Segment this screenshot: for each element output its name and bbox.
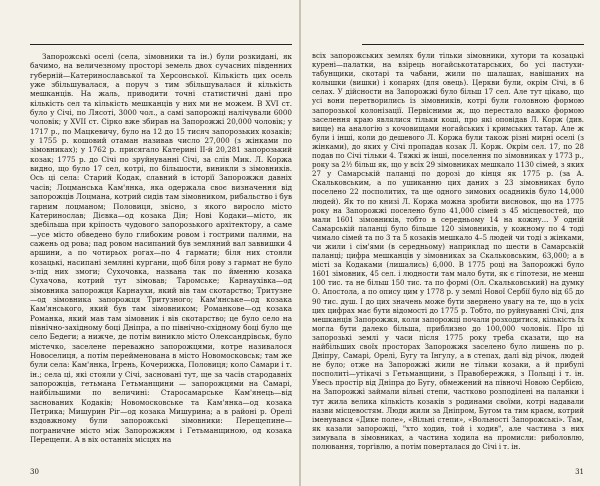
left-page-body: Запорожські оселі (села, зімовники та ін.) були розкидані, як бачимо, на величезному просторі земель двох сучасних південних губерній—Катеринославської та Херсонської. Кількість цих осель уже збільшувалася, а поруч з тим збільшувалася й кількість мешканців. На жаль, приводити точні статистичні дані про кількість сел та кількість мешканців у них ми не можем. В XVI ст. було у Січі, по Лясоті, 3000 чол., а самі запорожці налічували 6000 чоловік; у XVII ст. Сірко вже збирав на Запорожжі 20,000 чоловік; у 1717 р., по Мацкевичу, було на 12 до 15 тисяч запорозьких козаків; у 1755 р. кошовий отаман називав число 27,000 (з жінками по зімовниках); у 1762 р. присягало Катерині II-й 20,281 запорозький козак; 1775 р. до Січі по зруйнуванні Січі, за слів Мик. Л. Коржа видно, що було 17 сел, котрі, по більшости, виникли з зімовників. Ось ці села: Старий Кодак, славний в історії Запорожжя давніх часів; Лоцманська Кам'янка, яка одержала своє визначення від запорожців Лоцмана, котрий сидів там зімовником, рибальство і був гарним лоцманом; Половиця, звісно, з якого виросло місто Катеринослав; Дієвка—од козака Дія; Нові Кодаки—місто, як здебільша при кріпость чудового запорозького архітектору, а саме—усе місто обведено було глибоким ровом і гострими палями, на сажень од рова; пад ровом насипаний був земляний вал заввишки 4 аршини, а по чотирьох рогах—по 4 гармати; біля них стояли козацькі, насипані земляні кургани, щоб біля рову з гармат не було з-під них змоги; Сухочовка, названа так по йменню козака Сухачова, котрий тут зімовав; Таромське; Карнаухівка—од зімовника запорожця Карнаухи, який вів там скотарство; Тритузне—од зімовника запорожця Тритузного; Кам'янське—од козака Кам'янського, який був там зімовником; Романкове—од козака Романка, який мав там зімовник і вів скотарство; це було село на північно-західному боці Дніпра, а по північно-східному боці було ще село Бедеги; а нижче, де потім виникло місто Олександрівськ, було містечко, заселене переважно запорожцями, котре називалося Новоселиця, а потім перейменована в місто Новомосковськ; там же були села: Кам'янка, Ігрень, Кочерижка, Половиця; коло Самари і т. ін.; села ці, які стояли у Січі, засновані тут, ще за часів стародавніх запорожців, гетьмана Гетьманщини — запорожцями на Самарі, найбільшими по величині: Старосамарське Кам'янець—від заснованих Кодаків; Новомосковське та Кам'янка—од козака Петрика; Мишурин Ріг—од козака Мишурина; а в районі р. Орелі вздовжному були запорожські зімовники: Перещепине—пограничне місто між Запорожжям і Гетьманщиною, од козака Перещепи. А в віх останніх місцях на	[30, 52, 292, 445]
right-page	[300, 0, 600, 486]
header-rule	[362, 44, 584, 45]
page-number-right: 31	[575, 468, 584, 476]
header-rule	[30, 44, 292, 45]
page-number-left: 30	[30, 468, 39, 476]
right-page-body: всіх запорожських землях були тільки зімовники, хутори та козацькі курені—палатки, на взірець ногайськотатарських, бо усі пастухи-табунщики, скотарі та чабани, жили по шалашах, навішаних на колышки (вишки) і копарях (для овець). Церкви були, окрім Січі, в 6 селах. У дійсности на Запорожжі було більш 17 сел. Але тут цікаво, що усі вони перетворились із зімовників, котрі були головною формою запорозької колонізації. Первісними ж, що перестало важко формою заселення краю являлися тільки коші, про які оповідав Л. Корж (див. вище) на аналогію з кочовищами ногайських і кримських татар. Але ж були і інші, коли до дешевого Л. Коржа були також різні мирні оселі (з жінками), до яких у Січі пропадав козак Л. Корж. Окрім сел. 17, по 28 подав по Січі тільки 4. Тяжкі ж інші, поселення по зімовниках у 1773 р., року за 2½ більш як, що у всіх 29 зімовниках мешкало 1130 сімей, з яких 27 у Самарській паланці по дорозі до кінця як 1775 р. (за А. Скальковським, а по ушиканню цих даних з 23 зімовниках було поселено 22 посполитих, та ще одного зимових осадників було 14,000 людей). Як то по книзі Л. Коржа можна зробити висновок, що на 1775 року на Запорожжі поселено було 41,000 сімей з 45 місцевостей, що мали 1601 зімовників, тобто в середньому 14 на кожну... У одній Самарській паланці було більше 120 зімовників, у кожному по 4 тоді чимало сімей та по 3 та 5 козаків мешкало 4–5 людей чи тоді з жінками, чи жили і сім'ями (в середньому) наприклад по шести в Самарській паланці; цифра мешканців у зімовниках за Скальковським, 63,000; а в місті за Кодаками (лишались) 6,000. В 1775 році на Запорожжі було 1601 зімовник, 45 сел. і людности там мало бути, як є гіпотези, не менш 100 тис. та не більш 150 тис. та по формі (Ол. Скальковський) на думку О. Апостола, а по опису цим у 1778 р. у землі Нової Сербії було від 65 до 90 тис. душ. І до цих значень може бути звернено увагу на те, що в усіх цих цифрах має бути відомості до 1775 р. Тобто, по руйнуванні Січі, для мешканців Запорожжя, коли запорожці почали розходитися, кількість їх могла бути далеко більша, приблизно до 100,000 чоловік. Про ці запорозькі землі у часи після 1775 року треба сказати, що на найбільших своїх просторах Запорожжя заселено було лишень по р. Дніпру, Самарі, Орелі, Бугу та Інгулу, а в степах, далі від річок, людей не було; отже на Запорожжі жили не тільки козаки, а й прибулі посполиті—утікачі з Гетьманщини, з Правобережжя, з Польщі і т. ін. Увесь простір від Дніпра до Бугу, обмежений на півночі Новою Сербією, на Запорожжі займали вільні степи, частково розподілені на паланки і тут жила велика кількість козаків з родинами своїми, котрі надавали назви місцевостям. Люди жили за Дніпром, Бугом та тим краєм, котрий іменувався «Дике поле», «Вільні степи», «Вольності Запорожські». Там, як казали запорожці, "хто ходив, той і ходив", але частина з них зимувала в зімовниках, а частина ходила на промисли: риболовлю, полювання, торгівлю, а потім поверталася до Січі і т. ін.	[312, 52, 584, 452]
